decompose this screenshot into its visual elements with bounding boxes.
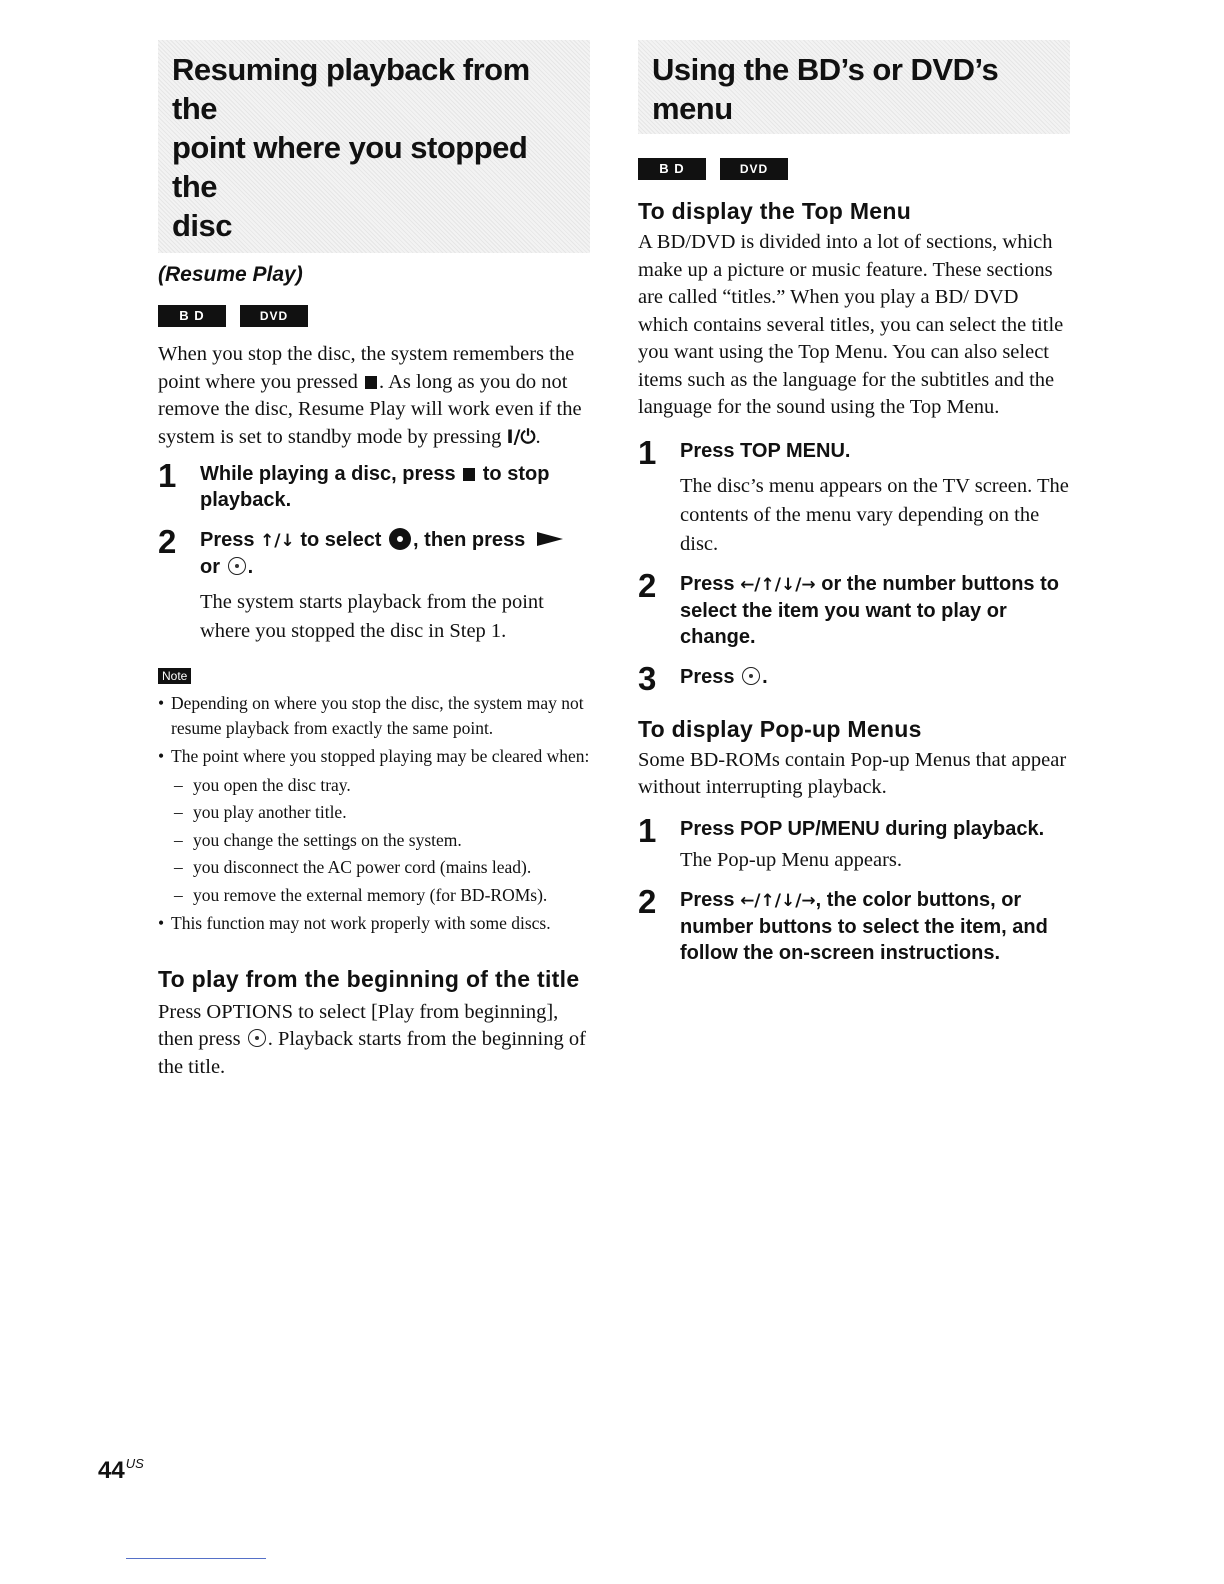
top-step-1 [638,433,1070,559]
enter-button-icon [742,667,760,685]
note-subitem: – you disconnect the AC power cord (mains lead). [171,855,590,880]
step-instruction: Press TOP MENU. [680,439,851,462]
step-number: 2 [638,566,657,604]
play-from-beginning-text: Press OPTIONS to select [Play from beginning], then press . Playback starts from the beginning of the title. [158,1000,586,1078]
note-item: • Depending on where you stop the disc, the system may not resume playback from exactly the same point. [158,691,590,740]
top-step-3 [638,659,1070,697]
note-subitem: – you change the settings on the system. [171,828,590,853]
popup-step-1 [638,811,1070,875]
note-sublist [171,773,590,908]
up-down-arrows-icon: ↑/↓ [260,531,295,551]
step-instruction: While playing a disc, press to stop playback. [200,463,550,511]
heading-popup-menus: To display Pop-up Menus [638,715,922,742]
banner-line: disc [172,208,233,243]
dvd-tag: DVD [720,158,788,180]
direction-arrows-icon: ←/↑/↓/→ [740,574,816,595]
dvd-tag: DVD [240,305,308,327]
step-1 [158,457,590,513]
step-instruction: Press POP UP/MENU during playback. [680,817,1045,840]
bd-tag: B D [158,305,226,327]
step-instruction: Press . [680,665,768,688]
notes-list [158,691,590,936]
popup-step-2 [638,882,1070,966]
note-subitem: – you play another title. [171,800,590,825]
top-menu-text: A BD/DVD is divided into a lot of sections, which make up a picture or music feature. These sections are called “titles.” When you play a BD/ DVD which contains several titles, you can select the title you want using the Top Menu. You can also select items such as the language for the subtitles and the language for the sound using the Top Menu. [638,231,1064,418]
popup-menu-text: Some BD-ROMs contain Pop-up Menus that appear without interrupting playback. [638,748,1067,798]
play-icon [537,532,563,546]
note-label: Note [158,668,191,684]
step-number: 1 [638,811,657,849]
page-number: $44^{US}$ [98,1456,144,1484]
enter-button-icon [248,1029,266,1047]
step-instruction: Press ↑/↓ to select , then press or . [200,527,590,580]
stop-icon [365,376,377,389]
step-description: The disc’s menu appears on the TV screen. The contents of the menu vary depending on the disc. [680,474,1069,555]
step-instruction: Press ←/↑/↓/→, the color buttons, or number buttons to select the item, and follow the on-screen instructions. [680,888,1048,964]
step-number: 3 [638,659,657,697]
step-number: 1 [158,457,177,494]
disc-type-tags [638,158,1070,180]
resume-intro: When you stop the disc, the system remembers the point where you pressed . As long as you do not remove the disc, Resume Play will work even if the system is set to standby mode by pressing I/⏻. [158,343,582,448]
note-subitem: – you open the disc tray. [171,773,590,798]
right-column [638,40,1070,966]
top-step-2 [638,566,1070,650]
heading-play-from-beginning: To play from the beginning of the title [158,965,580,992]
step-description: The Pop-up Menu appears. [680,848,903,871]
power-icon: I/⏻ [506,425,536,448]
section-banner-resume [158,40,590,253]
note-subitem: – you remove the external memory (for BD-ROMs). [171,883,590,908]
stop-icon [463,468,475,481]
note-item: • The point where you stopped playing may be cleared when: – you open the disc tray. – you play another title. – you change the settings on the system. – you disconnect the AC power cord (mains lead). – you remove the external memory (for BD-ROMs). [158,744,590,907]
footer-rule [126,1558,266,1559]
step-number: 2 [638,882,657,920]
banner-line: point where you stopped the [172,130,528,204]
bd-tag: B D [638,158,706,180]
note-item: • This function may not work properly with some discs. [158,911,590,936]
enter-button-icon [228,557,246,575]
step-number: 2 [158,523,177,560]
resume-play-subtitle: (Resume Play) [158,263,303,286]
disc-type-tags [158,305,590,327]
resume-point-icon [389,528,411,550]
banner-line: Resuming playback from the [172,52,530,126]
step-instruction: Press ←/↑/↓/→ or the number buttons to select the item you want to play or change. [680,572,1059,648]
step-number: 1 [638,433,657,471]
heading-top-menu: To display the Top Menu [638,198,912,224]
section-banner-menu: Using the BD’s or DVD’s menu [638,40,1070,134]
left-column [158,40,590,1081]
step-2 [158,523,590,646]
direction-arrows-icon: ←/↑/↓/→ [740,890,816,911]
step-description: The system starts playback from the point where you stopped the disc in Step 1. [200,591,544,642]
